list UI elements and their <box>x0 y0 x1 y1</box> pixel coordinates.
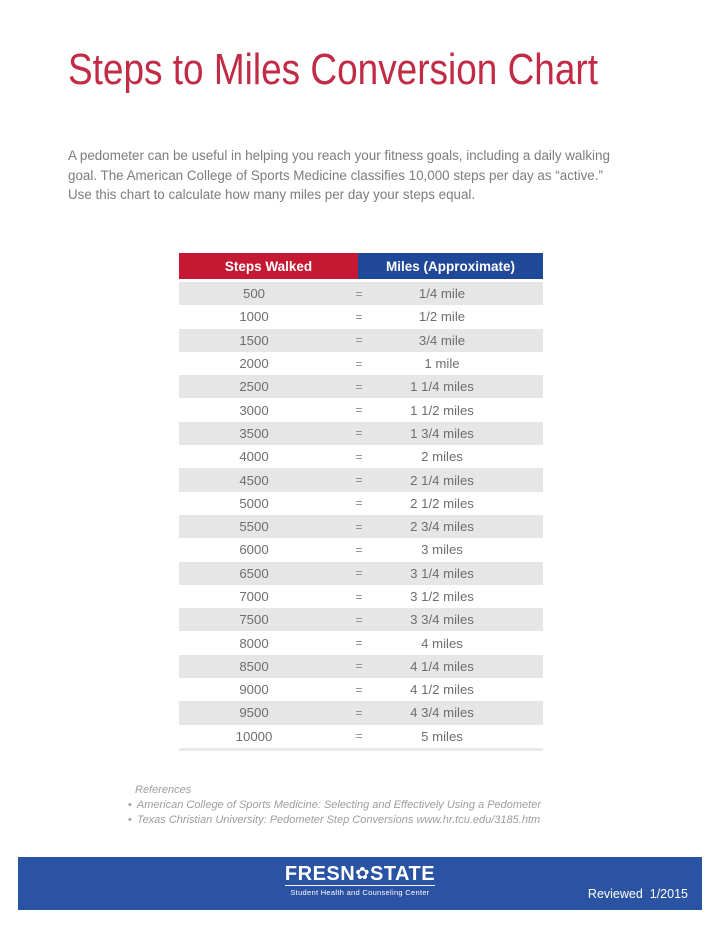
miles-value: 2 1/4 miles <box>410 472 474 488</box>
miles-value: 1 1/4 miles <box>410 379 474 395</box>
table-row <box>179 608 543 631</box>
reference-item-1 <box>128 798 541 813</box>
logo-wordmark <box>285 864 435 884</box>
steps-value: 2000 <box>239 356 269 372</box>
steps-value: 5500 <box>239 519 269 535</box>
table-bottom-divider <box>179 748 543 751</box>
steps-value: 7500 <box>239 612 269 628</box>
equals-sign: = <box>355 542 363 557</box>
table-row <box>179 678 543 701</box>
logo-text-fresn: FRESN <box>284 863 356 885</box>
table-row <box>179 725 543 748</box>
table-row <box>179 305 543 328</box>
equals-sign: = <box>355 612 363 627</box>
miles-value: 1 3/4 miles <box>410 425 474 441</box>
steps-value: 8000 <box>239 635 269 651</box>
intro-line-3: Use this chart to calculate how many miles per day your steps equal. <box>68 187 476 203</box>
equals-sign: = <box>355 589 363 604</box>
miles-value: 2 miles <box>421 449 463 465</box>
conversion-table <box>179 253 543 751</box>
table-row <box>179 375 543 398</box>
equals-sign: = <box>355 449 363 464</box>
table-row <box>179 282 543 305</box>
equals-sign: = <box>355 659 363 674</box>
equals-sign: = <box>355 426 363 441</box>
miles-value: 1 mile <box>424 356 460 372</box>
equals-sign: = <box>355 473 363 488</box>
steps-walked-header: Steps Walked <box>179 253 358 279</box>
steps-value: 9000 <box>239 682 269 698</box>
equals-sign: = <box>355 636 363 651</box>
steps-value: 6500 <box>239 565 269 581</box>
references-section <box>128 783 541 828</box>
page-title: Steps to Miles Conversion Chart <box>68 45 598 94</box>
table-row <box>179 468 543 491</box>
table-row <box>179 329 543 352</box>
steps-value: 500 <box>242 286 265 302</box>
equals-sign: = <box>355 286 363 301</box>
miles-value: 4 1/2 miles <box>410 682 474 698</box>
table-row <box>179 515 543 538</box>
steps-value: 1500 <box>239 332 269 348</box>
intro-line-1: A pedometer can be useful in helping you reach your fitness goals, including a daily walking <box>68 148 610 163</box>
equals-sign: = <box>355 519 363 534</box>
steps-value: 3500 <box>239 425 269 441</box>
equals-sign: = <box>355 333 363 348</box>
equals-sign: = <box>355 729 363 744</box>
table-row <box>179 538 543 561</box>
table-row <box>179 445 543 468</box>
steps-value: 7000 <box>239 589 269 604</box>
intro-line-2: goal. The American College of Sports Medicine classifies 10,000 steps per day as “active.” <box>68 167 603 183</box>
reviewed-date: Reviewed 1/2015 <box>587 887 688 901</box>
table-row <box>179 422 543 445</box>
table-row <box>179 492 543 515</box>
steps-value: 4500 <box>239 472 269 488</box>
reference-text-1: American College of Sports Medicine: Selecting and Effectively Using a Pedometer <box>136 799 542 811</box>
logo-text-state: STATE <box>369 863 436 885</box>
steps-value: 10000 <box>235 728 273 744</box>
steps-value: 3000 <box>239 402 269 418</box>
miles-value: 3 3/4 miles <box>410 612 474 628</box>
steps-value: 9500 <box>239 705 269 721</box>
fresno-state-logo <box>285 864 435 897</box>
steps-value: 4000 <box>239 449 269 465</box>
miles-value: 3 1/2 miles <box>410 589 474 604</box>
bullet-icon: • <box>128 799 132 811</box>
table-body <box>179 282 543 748</box>
miles-approximate-header: Miles (Approximate) <box>358 253 543 279</box>
miles-value: 4 1/4 miles <box>410 658 474 674</box>
equals-sign: = <box>355 705 363 720</box>
references-heading: References <box>135 784 192 796</box>
miles-value: 1/4 mile <box>418 286 466 302</box>
reference-text-2: Texas Christian University: Pedometer Step Conversions www.hr.tcu.edu/3185.htm <box>136 814 541 826</box>
table-row <box>179 701 543 724</box>
equals-sign: = <box>355 356 363 371</box>
poppy-flower-icon: ✿ <box>355 864 370 884</box>
steps-value: 1000 <box>239 309 269 325</box>
table-row <box>179 655 543 678</box>
miles-value: 3 1/4 miles <box>410 565 474 581</box>
equals-sign: = <box>355 309 363 324</box>
table-row <box>179 585 543 608</box>
equals-sign: = <box>355 379 363 394</box>
table-row <box>179 398 543 421</box>
steps-value: 5000 <box>239 495 269 511</box>
logo-subtitle: Student Health and Counseling Center <box>290 888 430 897</box>
miles-value: 3 miles <box>421 542 463 558</box>
miles-value: 1/2 mile <box>418 309 466 325</box>
equals-sign: = <box>355 566 363 581</box>
miles-value: 2 3/4 miles <box>410 519 474 535</box>
reference-item-2 <box>128 813 541 828</box>
table-row <box>179 562 543 585</box>
miles-value: 1 1/2 miles <box>410 402 474 418</box>
footer-bar <box>18 857 702 910</box>
equals-sign: = <box>355 403 363 418</box>
miles-value: 4 3/4 miles <box>410 705 474 721</box>
table-header-row <box>179 253 543 279</box>
table-row <box>179 352 543 375</box>
miles-value: 2 1/2 miles <box>410 495 474 511</box>
miles-value: 3/4 mile <box>418 332 466 348</box>
intro-paragraph <box>68 146 610 205</box>
logo-divider <box>285 885 435 886</box>
equals-sign: = <box>355 496 363 511</box>
bullet-icon: • <box>128 814 132 826</box>
steps-value: 2500 <box>239 379 269 395</box>
equals-sign: = <box>355 682 363 697</box>
miles-value: 4 miles <box>421 635 463 651</box>
steps-value: 6000 <box>239 542 269 558</box>
table-row <box>179 631 543 654</box>
miles-value: 5 miles <box>421 728 463 744</box>
steps-value: 8500 <box>239 658 269 674</box>
